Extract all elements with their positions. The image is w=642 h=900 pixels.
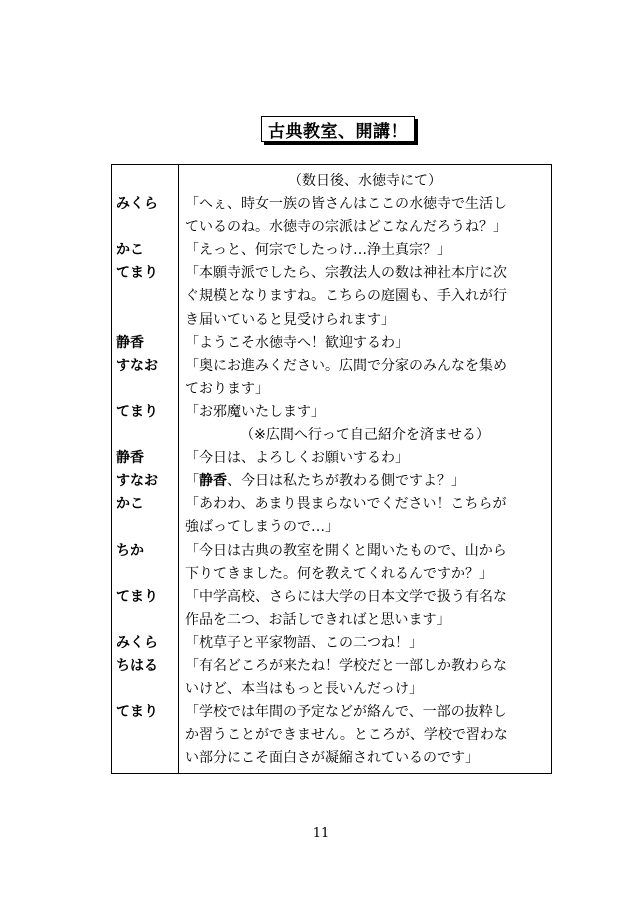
speaker-name: 静香 (116, 334, 144, 351)
dialogue-row (112, 355, 551, 401)
dialogue-row (112, 655, 551, 701)
dialogue-line: き届いていると見受けられます」 (185, 311, 395, 328)
dialogue-line: 「静香、今日は私たちが教わる側ですよ？」 (185, 473, 465, 490)
dialogue-line: いけど、本当はもっと長いんだっけ」 (185, 681, 423, 698)
dialogue-line: 「ようこそ水徳寺へ！歓迎するわ」 (185, 334, 409, 351)
speaker-name: てまり (116, 265, 158, 282)
speaker-name: てまり (116, 704, 158, 721)
dialogue-line: 「中学高校、さらには大学の日本文学で扱う有名な (185, 588, 507, 605)
dialogue-line: 「今日は、よろしくお願いするわ」 (185, 450, 409, 467)
dialogue-line: 下りてきました。何を教えてくれるんですか？」 (185, 565, 493, 582)
speaker-name: てまり (116, 588, 158, 605)
dialogue-line: 作品を二つ、お話しできればと思います」 (185, 611, 451, 628)
dialogue-table (111, 164, 552, 774)
dialogue-row (112, 170, 551, 193)
speaker-name: ちはる (116, 658, 158, 675)
dialogue-line: 「有名どころが来たね！学校だと一部しか教わらな (185, 658, 507, 675)
dialogue-line: 「お邪魔いたします」 (185, 404, 325, 420)
dialogue-row (112, 239, 551, 262)
stage-direction: （数日後、水徳寺にて） (288, 173, 442, 189)
dialogue-row (112, 447, 551, 470)
dialogue-row (112, 332, 551, 355)
dialogue-row (112, 586, 551, 632)
speaker-name: かこ (116, 242, 144, 259)
dialogue-line: 「えっと、何宗でしたっけ…浄土真宗？」 (185, 242, 451, 259)
dialogue-row (112, 193, 551, 239)
dialogue-line: 「へぇ、時女一族の皆さんはここの水徳寺で生活し (185, 196, 507, 213)
dialogue-row (112, 540, 551, 586)
speaker-name: てまり (116, 404, 158, 420)
dialogue-line: 「本願寺派でしたら、宗教法人の数は神社本庁に次 (185, 265, 507, 282)
section-title: 古典教室、開講！ (261, 116, 415, 142)
dialogue-line: 強ばってしまうので…」 (185, 519, 339, 536)
dialogue-row (112, 401, 551, 424)
speaker-name: 静香 (116, 450, 144, 467)
speaker-name: すなお (116, 357, 158, 374)
speaker-name: みくら (116, 635, 158, 651)
dialogue-row (112, 262, 551, 331)
dialogue-line: ているのね。水徳寺の宗派はどこなんだろうね？」 (185, 219, 507, 236)
dialogue-row (112, 632, 551, 655)
speaker-name: ちか (116, 542, 144, 559)
dialogue-line: 「枕草子と平家物語、この二つね！」 (185, 635, 423, 651)
dialogue-row (112, 470, 551, 493)
dialogue-row (112, 701, 551, 770)
dialogue-line: い部分にこそ面白さが凝縮されているのです」 (185, 750, 479, 767)
speaker-name: すなお (116, 473, 158, 490)
dialogue-line: 「あわわ、あまり畏まらないでください！こちらが (185, 496, 507, 513)
dialogue-line: ぐ規模となりますね。こちらの庭園も、手入れが行 (185, 288, 507, 305)
page-number: 11 (312, 826, 330, 841)
speaker-name: かこ (116, 496, 144, 513)
dialogue-row (112, 424, 551, 447)
speaker-name: みくら (116, 196, 158, 213)
dialogue-line: ております」 (185, 380, 269, 397)
dialogue-line: 「奥にお進みください。広間で分家のみんなを集め (185, 357, 507, 374)
dialogue-row (112, 493, 551, 539)
dialogue-line: か習うことができません。ところが、学校で習わな (185, 727, 508, 744)
stage-direction: （※広間へ行って自己紹介を済ませる） (240, 427, 490, 444)
dialogue-line: 「学校では年間の予定などが絡んで、一部の抜粋し (185, 704, 507, 721)
dialogue-line: 「今日は古典の教室を開くと聞いたもので、山から (185, 542, 507, 559)
